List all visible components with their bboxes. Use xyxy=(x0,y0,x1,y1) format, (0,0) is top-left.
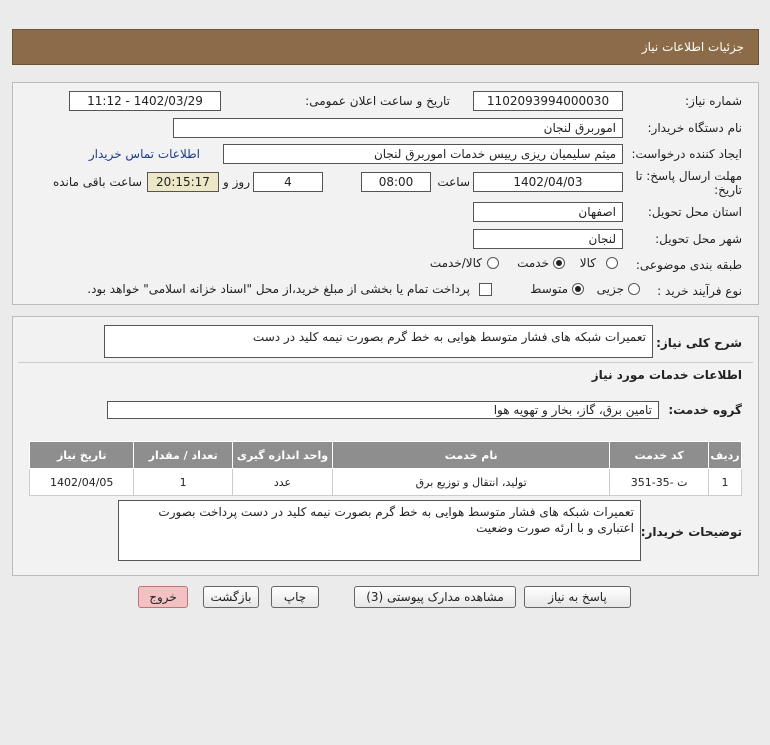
deadline-label: مهلت ارسال پاسخ: تا xyxy=(635,169,742,183)
col-need-date-header: تاریخ نیاز xyxy=(30,442,134,469)
cell-unit: عدد xyxy=(232,469,332,496)
city-field: لنجان xyxy=(473,229,623,249)
cell-row-number: 1 xyxy=(709,469,742,496)
announce-datetime-field: 1402/03/29 - 11:12 xyxy=(69,91,221,111)
divider xyxy=(18,362,753,363)
col-quantity-header: تعداد / مقدار xyxy=(134,442,232,469)
need-number-label: شماره نیاز: xyxy=(685,94,742,108)
process-minor-radio[interactable] xyxy=(628,283,640,295)
services-table xyxy=(29,441,742,496)
treasury-payment-note: پرداخت تمام یا بخشی از مبلغ خرید،از محل "اسناد خزانه اسلامی" خواهد بود. xyxy=(87,282,470,296)
process-minor-label: جزیی xyxy=(596,282,624,296)
cell-need-date: 1402/04/05 xyxy=(30,469,134,496)
col-unit-header: واحد اندازه گیری xyxy=(232,442,332,469)
category-service-radio[interactable] xyxy=(553,257,565,269)
page-header xyxy=(12,29,759,65)
buyer-notes-field: تعمیرات شبکه های فشار متوسط هوایی به خط گرم بصورت نیمه کلید در دست پرداخت بصورت اعتباری و با ارئه صورت وضعیت xyxy=(118,500,641,561)
cell-service-code: ت -35-351 xyxy=(610,469,709,496)
exit-button[interactable]: خروج xyxy=(138,586,188,608)
days-label: روز و xyxy=(223,175,250,189)
process-medium-label: متوسط xyxy=(530,282,568,296)
deadline-label-date: تاریخ: xyxy=(714,183,742,197)
province-field: اصفهان xyxy=(473,202,623,222)
cell-service-name: تولید، انتقال و توزیع برق xyxy=(333,469,610,496)
service-group-label: گروه خدمت: xyxy=(668,403,742,417)
print-button[interactable]: چاپ xyxy=(271,586,319,608)
buyer-org-label: نام دستگاه خریدار: xyxy=(647,121,742,135)
category-label: طبقه بندی موضوعی: xyxy=(635,258,742,272)
province-label: استان محل تحویل: xyxy=(647,205,742,219)
table-header-row xyxy=(30,442,742,469)
deadline-date-field: 1402/04/03 xyxy=(473,172,623,192)
summary-label: شرح کلی نیاز: xyxy=(656,336,742,350)
services-section-title: اطلاعات خدمات مورد نیاز xyxy=(591,368,742,382)
announce-datetime-label: تاریخ و ساعت اعلان عمومی: xyxy=(305,94,450,108)
process-medium-radio[interactable] xyxy=(572,283,584,295)
reply-button[interactable]: پاسخ به نیاز xyxy=(524,586,631,608)
view-attachments-button[interactable]: مشاهده مدارک پیوستی (3) xyxy=(354,586,516,608)
summary-field: تعمیرات شبکه های فشار متوسط هوایی به خط گرم بصورت نیمه کلید در دست xyxy=(104,325,653,358)
buyer-org-field: اموربرق لنجان xyxy=(173,118,623,138)
city-label: شهر محل تحویل: xyxy=(655,232,742,246)
process-type-label: نوع فرآیند خرید : xyxy=(657,284,742,298)
col-service-name-header: نام خدمت xyxy=(333,442,610,469)
category-goods-service-radio[interactable] xyxy=(487,257,499,269)
cell-quantity: 1 xyxy=(134,469,232,496)
remaining-time-label: ساعت باقی مانده xyxy=(52,175,142,189)
requester-label: ایجاد کننده درخواست: xyxy=(631,147,742,161)
days-remaining-field: 4 xyxy=(253,172,323,192)
deadline-time-field: 08:00 xyxy=(361,172,431,192)
buyer-notes-label: توضیحات خریدار: xyxy=(640,525,742,539)
col-row-header: ردیف xyxy=(709,442,742,469)
table-row xyxy=(30,469,742,496)
treasury-payment-checkbox[interactable] xyxy=(479,283,492,296)
category-goods-radio[interactable] xyxy=(606,257,618,269)
back-button[interactable]: بازگشت xyxy=(203,586,259,608)
col-service-code-header: کد خدمت xyxy=(610,442,709,469)
buyer-contact-link[interactable]: اطلاعات تماس خریدار xyxy=(88,147,200,161)
category-goods-label: کالا xyxy=(579,256,596,270)
deadline-time-label: ساعت xyxy=(437,175,470,189)
page-title: جزئیات اطلاعات نیاز xyxy=(641,40,744,54)
need-number-field: 1102093994000030 xyxy=(473,91,623,111)
category-service-label: خدمت xyxy=(517,256,549,270)
requester-field: میثم سلیمیان ریزی رییس خدمات اموربرق لنجان xyxy=(223,144,623,164)
remaining-time-field: 20:15:17 xyxy=(147,172,219,192)
service-group-field: تامین برق، گاز، بخار و تهویه هوا xyxy=(107,401,659,419)
category-goods-service-label: کالا/خدمت xyxy=(429,256,482,270)
